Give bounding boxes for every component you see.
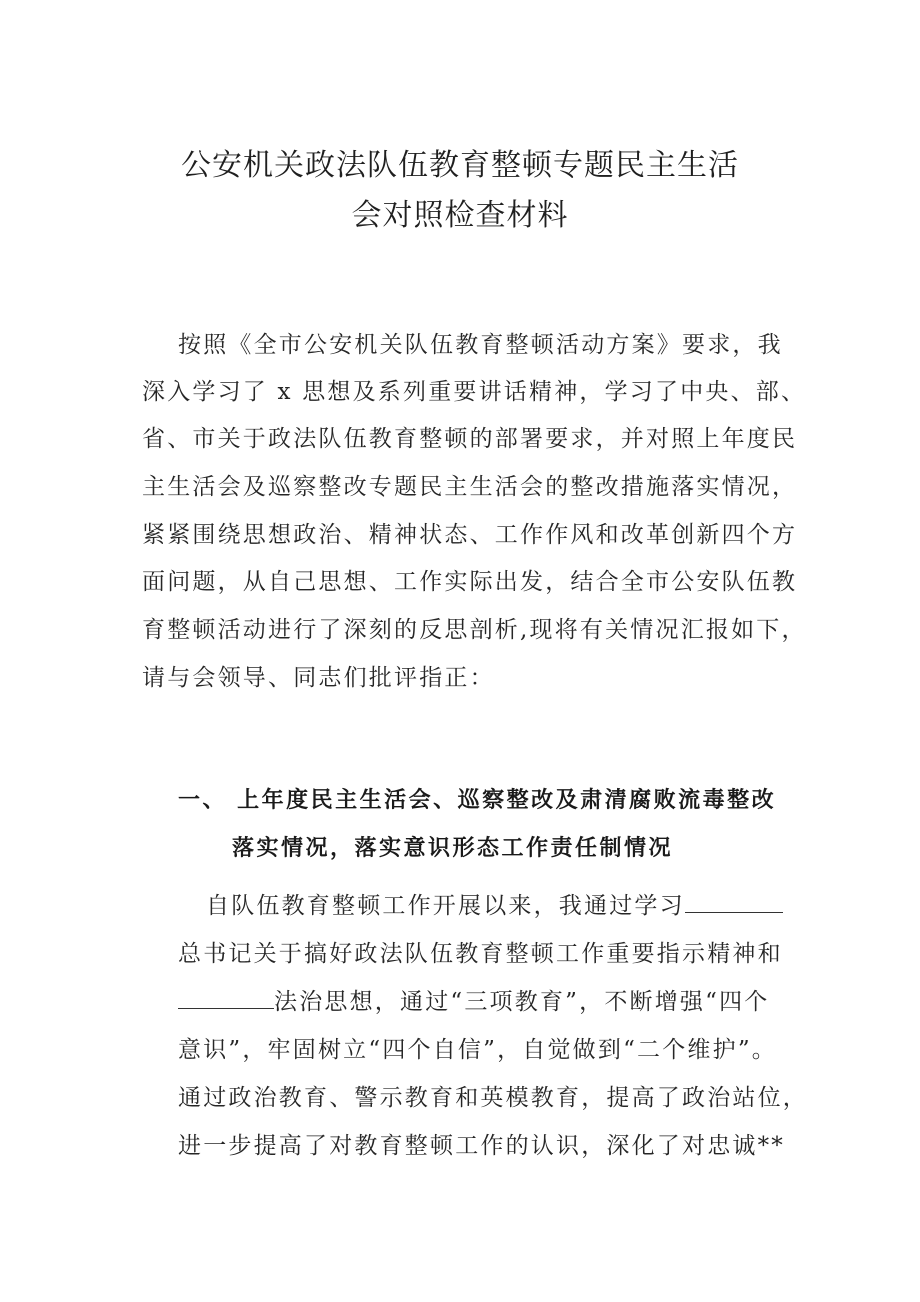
intro-line: 主生活会及巡察整改专题民主生活会的整改措施落实情况，: [142, 474, 798, 500]
section-1-body-line: [178, 983, 769, 1016]
section-1-body-line: 意识”，牢固树立“四个自信”，自觉做到“二个维护”。: [178, 1037, 777, 1063]
section-1-heading-line-2: 落实情况，落实意识形态工作责任制情况: [232, 836, 674, 861]
intro-line: 育整顿活动进行了深刻的反思剖析,现将有关情况汇报如下，: [142, 617, 807, 643]
intro-line: 省、市关于政法队伍教育整顿的部署要求，并对照上年度民: [142, 426, 798, 452]
section-1-body-line: 进一步提高了对教育整顿工作的认识，深化了对忠诚**: [178, 1133, 785, 1159]
intro-line: 请与会领导、同志们批评指正：: [142, 665, 495, 691]
section-1-body-text: 法治思想，通过“三项教育”，不断增强“四个: [274, 989, 770, 1015]
section-1-body-line: 总书记关于搞好政法队伍教育整顿工作重要指示精神和: [178, 941, 783, 967]
section-1-heading-line-1: 一、 上年度民主生活会、巡察整改及肃清腐败流毒整改: [178, 788, 777, 813]
intro-line: 紧紧围绕思想政治、精神状态、工作作风和改革创新四个方: [142, 522, 798, 548]
intro-line: 深入学习了 x 思想及系列重要讲话精神，学习了中央、部、: [142, 379, 807, 405]
intro-line: 面问题，从自己思想、工作实际出发，结合全市公安队伍教: [142, 569, 798, 595]
fill-in-blank: [685, 894, 783, 913]
intro-line: 按照《全市公安机关队伍教育整顿活动方案》要求，我: [178, 332, 783, 358]
section-1-body-line: [206, 887, 783, 920]
section-1-body-text: 自队伍教育整顿工作开展以来，我通过学习: [206, 893, 685, 919]
fill-in-blank: [178, 990, 274, 1009]
document-title-line-2: 会对照检查材料: [351, 198, 569, 233]
section-1-body-line: 通过政治教育、警示教育和英模教育，提高了政治站位，: [178, 1085, 808, 1111]
document-title-line-1: 公安机关政法队伍教育整顿专题民主生活: [181, 148, 739, 183]
